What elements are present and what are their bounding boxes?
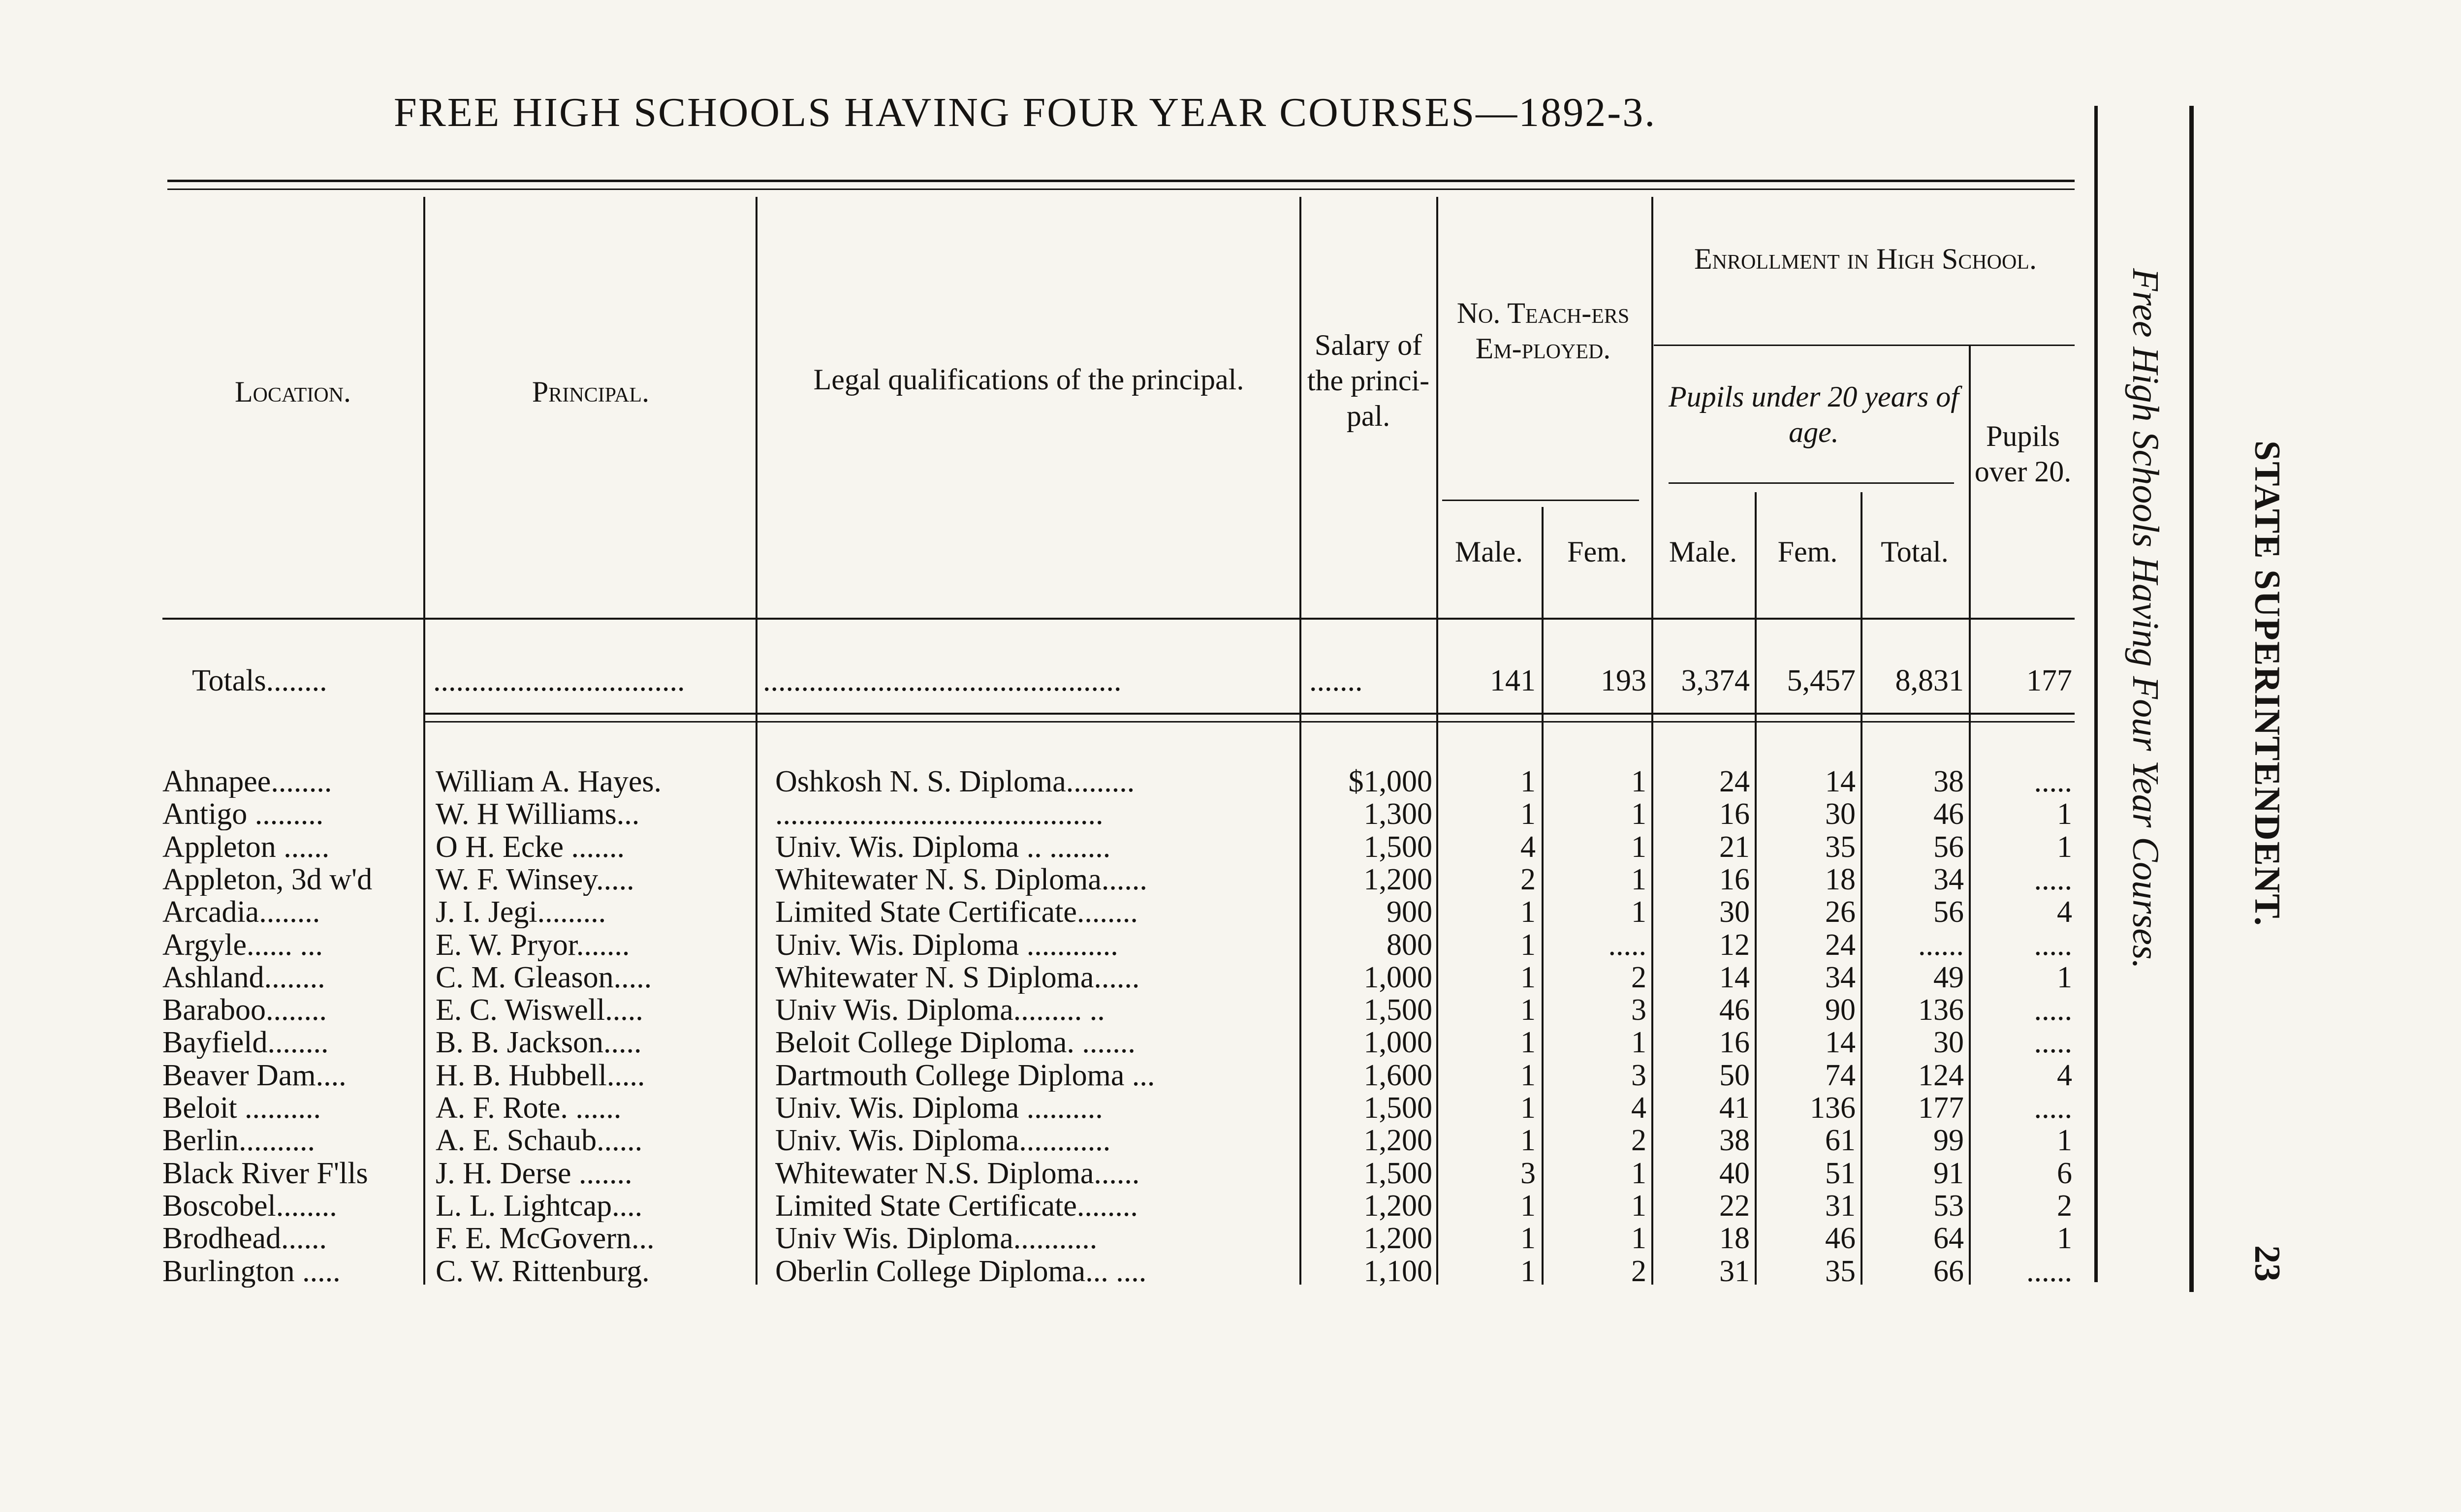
- row-qualification: Limited State Certificate........: [775, 1189, 1138, 1222]
- header-location: Location.: [235, 376, 351, 408]
- row-enroll-male: 16: [1719, 798, 1750, 831]
- totals-salary: .......: [1309, 664, 1363, 697]
- totals-enroll-male: 3,374: [1681, 664, 1750, 697]
- row-enroll-total: 56: [1933, 830, 1964, 863]
- row-enroll-male: 31: [1719, 1255, 1750, 1288]
- totals-rule-top: [423, 713, 2075, 715]
- row-over-20: 4: [2057, 1059, 2072, 1092]
- header-salary: Salary of the princi-pal.: [1307, 329, 1430, 432]
- row-teachers-male: 4: [1520, 830, 1536, 863]
- row-location: Appleton, 3d w'd: [162, 863, 373, 896]
- row-enroll-fem: 34: [1825, 961, 1856, 994]
- row-qualification: Oberlin College Diploma... ....: [775, 1255, 1147, 1288]
- header-enrollment: Enrollment in High School.: [1694, 243, 2037, 275]
- row-salary: $1,000: [1348, 765, 1432, 798]
- row-teachers-fem: 3: [1631, 1059, 1646, 1092]
- row-salary: 1,300: [1363, 798, 1432, 831]
- row-teachers-male: 1: [1520, 1222, 1536, 1255]
- row-enroll-total: 99: [1933, 1124, 1964, 1157]
- col-divider: [1436, 197, 1438, 1285]
- row-principal: W. H Williams...: [436, 798, 640, 831]
- row-enroll-male: 16: [1719, 1026, 1750, 1059]
- row-principal: F. E. McGovern...: [436, 1222, 655, 1255]
- row-enroll-total: 46: [1933, 798, 1964, 831]
- pupils-under-rule: [1669, 482, 1954, 484]
- running-title: Free High Schools Having Four Year Courses.: [2125, 268, 2166, 969]
- row-principal: A. E. Schaub......: [436, 1124, 643, 1157]
- row-qualification: Univ. Wis. Diploma .. ........: [775, 830, 1111, 863]
- title-rule-top: [167, 180, 2075, 182]
- row-enroll-fem: 46: [1825, 1222, 1856, 1255]
- header-principal: Principal.: [532, 376, 650, 408]
- row-qualification: Univ. Wis. Diploma ............: [775, 928, 1118, 961]
- row-enroll-male: 22: [1719, 1189, 1750, 1222]
- page-number: 23: [2247, 1245, 2287, 1282]
- row-teachers-male: 1: [1520, 1255, 1536, 1288]
- row-enroll-total: 64: [1933, 1222, 1964, 1255]
- row-location: Berlin..........: [162, 1124, 315, 1157]
- row-location: Appleton ......: [162, 830, 330, 863]
- row-enroll-male: 40: [1719, 1157, 1750, 1190]
- row-teachers-male: 1: [1520, 1026, 1536, 1059]
- row-principal: William A. Hayes.: [436, 765, 662, 798]
- col-divider: [1542, 507, 1544, 1285]
- row-qualification: Univ Wis. Diploma...........: [775, 1222, 1098, 1255]
- header-bottom-rule: [162, 618, 2075, 620]
- row-location: Beaver Dam....: [162, 1059, 347, 1092]
- right-border-rule: [2094, 106, 2098, 1282]
- row-teachers-fem: 1: [1631, 830, 1646, 863]
- row-teachers-male: 1: [1520, 994, 1536, 1027]
- header-teachers-male: Male.: [1454, 536, 1523, 568]
- header-teachers-fem: Fem.: [1567, 536, 1627, 568]
- row-over-20: .....: [2034, 765, 2072, 798]
- row-location: Bayfield........: [162, 1026, 329, 1059]
- row-enroll-fem: 90: [1825, 994, 1856, 1027]
- row-enroll-total: ......: [1918, 928, 1964, 961]
- row-principal: O H. Ecke .......: [436, 830, 625, 863]
- row-enroll-fem: 51: [1825, 1157, 1856, 1190]
- row-salary: 1,200: [1363, 1124, 1432, 1157]
- totals-principal: .................................: [433, 664, 685, 697]
- row-principal: C. M. Gleason.....: [436, 961, 652, 994]
- row-enroll-fem: 35: [1825, 830, 1856, 863]
- row-teachers-fem: 2: [1631, 1124, 1646, 1157]
- row-enroll-total: 136: [1918, 994, 1964, 1027]
- row-enroll-male: 18: [1719, 1222, 1750, 1255]
- row-qualification: Limited State Certificate........: [775, 896, 1138, 929]
- row-teachers-male: 1: [1520, 928, 1536, 961]
- row-teachers-fem: 1: [1631, 1189, 1646, 1222]
- row-enroll-fem: 18: [1825, 863, 1856, 896]
- row-over-20: ......: [2026, 1255, 2072, 1288]
- row-enroll-fem: 30: [1825, 798, 1856, 831]
- row-qualification: Beloit College Diploma. .......: [775, 1026, 1136, 1059]
- header-pupils-over-20: Pupils over 20.: [1974, 420, 2072, 488]
- row-enroll-male: 14: [1719, 961, 1750, 994]
- teachers-header-rule: [1442, 500, 1639, 501]
- row-location: Burlington .....: [162, 1255, 341, 1288]
- row-qualification: ...........................................: [775, 798, 1104, 831]
- row-location: Ashland........: [162, 961, 325, 994]
- row-teachers-fem: 1: [1631, 1157, 1646, 1190]
- row-enroll-total: 30: [1933, 1026, 1964, 1059]
- header-enroll-total: Total.: [1881, 536, 1949, 568]
- row-salary: 1,000: [1363, 961, 1432, 994]
- header-pupils-under-20: Pupils under 20 years of age.: [1669, 380, 1959, 448]
- row-principal: W. F. Winsey.....: [436, 863, 634, 896]
- row-enroll-fem: 136: [1810, 1092, 1856, 1124]
- row-teachers-male: 1: [1520, 1124, 1536, 1157]
- row-salary: 1,200: [1363, 1222, 1432, 1255]
- row-enroll-total: 91: [1933, 1157, 1964, 1190]
- row-salary: 800: [1387, 928, 1432, 961]
- row-enroll-total: 38: [1933, 765, 1964, 798]
- row-principal: H. B. Hubbell.....: [436, 1059, 645, 1092]
- row-teachers-fem: 2: [1631, 1255, 1646, 1288]
- col-divider: [423, 197, 425, 1285]
- row-over-20: .....: [2034, 928, 2072, 961]
- row-enroll-fem: 26: [1825, 896, 1856, 929]
- row-enroll-total: 124: [1918, 1059, 1964, 1092]
- row-teachers-male: 1: [1520, 961, 1536, 994]
- row-location: Black River F'lls: [162, 1157, 368, 1190]
- row-enroll-total: 53: [1933, 1189, 1964, 1222]
- row-teachers-fem: 4: [1631, 1092, 1646, 1124]
- totals-teachers-male: 141: [1490, 664, 1536, 697]
- col-divider: [1861, 492, 1862, 1285]
- row-principal: E. C. Wiswell.....: [436, 994, 643, 1027]
- row-over-20: 1: [2057, 1222, 2072, 1255]
- row-enroll-male: 24: [1719, 765, 1750, 798]
- row-qualification: Univ Wis. Diploma......... ..: [775, 994, 1105, 1027]
- row-location: Ahnapee........: [162, 765, 332, 798]
- row-over-20: .....: [2034, 994, 2072, 1027]
- row-over-20: .....: [2034, 863, 2072, 896]
- row-enroll-male: 46: [1719, 994, 1750, 1027]
- row-qualification: Whitewater N.S. Diploma......: [775, 1157, 1140, 1190]
- col-divider: [1755, 492, 1757, 1285]
- row-teachers-male: 1: [1520, 896, 1536, 929]
- row-teachers-fem: 1: [1631, 1026, 1646, 1059]
- row-qualification: Whitewater N. S Diploma......: [775, 961, 1140, 994]
- row-enroll-fem: 31: [1825, 1189, 1856, 1222]
- col-divider: [756, 197, 757, 1285]
- row-teachers-male: 2: [1520, 863, 1536, 896]
- row-location: Arcadia........: [162, 896, 320, 929]
- row-over-20: 1: [2057, 1124, 2072, 1157]
- header-qualifications: Legal qualifications of the principal.: [813, 363, 1244, 396]
- row-teachers-male: 3: [1520, 1157, 1536, 1190]
- totals-over-20: 177: [2026, 664, 2072, 697]
- row-enroll-total: 56: [1933, 896, 1964, 929]
- row-enroll-male: 21: [1719, 830, 1750, 863]
- outer-border-rule: [2189, 106, 2194, 1292]
- page-title: FREE HIGH SCHOOLS HAVING FOUR YEAR COURSES—1892-3.: [394, 90, 1657, 135]
- header-enroll-male: Male.: [1669, 536, 1737, 568]
- row-principal: L. L. Lightcap....: [436, 1189, 643, 1222]
- row-teachers-male: 1: [1520, 765, 1536, 798]
- row-teachers-male: 1: [1520, 798, 1536, 831]
- totals-qualifications: ...............................................: [763, 664, 1122, 697]
- header-enroll-fem: Fem.: [1777, 536, 1838, 568]
- row-teachers-fem: 1: [1631, 863, 1646, 896]
- row-salary: 1,100: [1363, 1255, 1432, 1288]
- totals-teachers-fem: 193: [1601, 664, 1646, 697]
- row-salary: 1,500: [1363, 994, 1432, 1027]
- row-over-20: 4: [2057, 896, 2072, 929]
- row-over-20: .....: [2034, 1026, 2072, 1059]
- row-over-20: 1: [2057, 961, 2072, 994]
- row-enroll-fem: 74: [1825, 1059, 1856, 1092]
- row-teachers-fem: 3: [1631, 994, 1646, 1027]
- row-enroll-male: 41: [1719, 1092, 1750, 1124]
- row-over-20: .....: [2034, 1092, 2072, 1124]
- row-over-20: 6: [2057, 1157, 2072, 1190]
- row-teachers-male: 1: [1520, 1059, 1536, 1092]
- row-enroll-male: 12: [1719, 928, 1750, 961]
- row-principal: J. H. Derse .......: [436, 1157, 632, 1190]
- row-enroll-fem: 35: [1825, 1255, 1856, 1288]
- row-enroll-male: 16: [1719, 863, 1750, 896]
- row-principal: B. B. Jackson.....: [436, 1026, 642, 1059]
- totals-enroll-fem: 5,457: [1787, 664, 1856, 697]
- row-location: Baraboo........: [162, 994, 327, 1027]
- col-divider: [1651, 197, 1653, 1285]
- row-qualification: Whitewater N. S. Diploma......: [775, 863, 1147, 896]
- row-salary: 1,500: [1363, 1092, 1432, 1124]
- row-salary: 1,500: [1363, 830, 1432, 863]
- row-teachers-fem: 1: [1631, 798, 1646, 831]
- row-qualification: Dartmouth College Diploma ...: [775, 1059, 1155, 1092]
- row-location: Boscobel........: [162, 1189, 337, 1222]
- title-rule-bottom: [167, 189, 2075, 190]
- row-over-20: 1: [2057, 830, 2072, 863]
- enrollment-header-rule: [1654, 345, 2075, 346]
- row-enroll-total: 49: [1933, 961, 1964, 994]
- row-enroll-fem: 61: [1825, 1124, 1856, 1157]
- row-principal: J. I. Jegi.........: [436, 896, 606, 929]
- row-over-20: 1: [2057, 798, 2072, 831]
- row-qualification: Oshkosh N. S. Diploma.........: [775, 765, 1135, 798]
- row-teachers-male: 1: [1520, 1092, 1536, 1124]
- row-qualification: Univ. Wis. Diploma ..........: [775, 1092, 1103, 1124]
- row-qualification: Univ. Wis. Diploma............: [775, 1124, 1111, 1157]
- row-over-20: 2: [2057, 1189, 2072, 1222]
- row-salary: 1,600: [1363, 1059, 1432, 1092]
- row-location: Argyle...... ...: [162, 928, 323, 961]
- col-divider: [1299, 197, 1301, 1285]
- row-location: Antigo .........: [162, 798, 324, 831]
- row-teachers-fem: 1: [1631, 765, 1646, 798]
- row-principal: C. W. Rittenburg.: [436, 1255, 650, 1288]
- totals-enroll-total: 8,831: [1895, 664, 1964, 697]
- row-teachers-male: 1: [1520, 1189, 1536, 1222]
- row-salary: 1,500: [1363, 1157, 1432, 1190]
- row-teachers-fem: 1: [1631, 896, 1646, 929]
- row-enroll-male: 50: [1719, 1059, 1750, 1092]
- row-salary: 1,000: [1363, 1026, 1432, 1059]
- row-enroll-total: 34: [1933, 863, 1964, 896]
- row-enroll-fem: 14: [1825, 765, 1856, 798]
- row-enroll-male: 30: [1719, 896, 1750, 929]
- row-enroll-fem: 14: [1825, 1026, 1856, 1059]
- row-enroll-total: 177: [1918, 1092, 1964, 1124]
- row-enroll-fem: 24: [1825, 928, 1856, 961]
- totals-label: Totals........: [192, 664, 327, 697]
- row-teachers-fem: 2: [1631, 961, 1646, 994]
- totals-rule-bottom: [423, 721, 2075, 723]
- row-salary: 1,200: [1363, 1189, 1432, 1222]
- section-header: STATE SUPERINTENDENT.: [2247, 441, 2287, 927]
- row-enroll-total: 66: [1933, 1255, 1964, 1288]
- header-teachers: No. Teach-ers Em-ployed.: [1456, 297, 1630, 365]
- row-teachers-fem: .....: [1608, 928, 1646, 961]
- row-salary: 900: [1387, 896, 1432, 929]
- row-location: Beloit ..........: [162, 1092, 321, 1124]
- row-enroll-male: 38: [1719, 1124, 1750, 1157]
- col-divider: [1969, 345, 1971, 1285]
- row-principal: E. W. Pryor.......: [436, 928, 630, 961]
- row-teachers-fem: 1: [1631, 1222, 1646, 1255]
- row-location: Brodhead......: [162, 1222, 327, 1255]
- row-principal: A. F. Rote. ......: [436, 1092, 622, 1124]
- row-salary: 1,200: [1363, 863, 1432, 896]
